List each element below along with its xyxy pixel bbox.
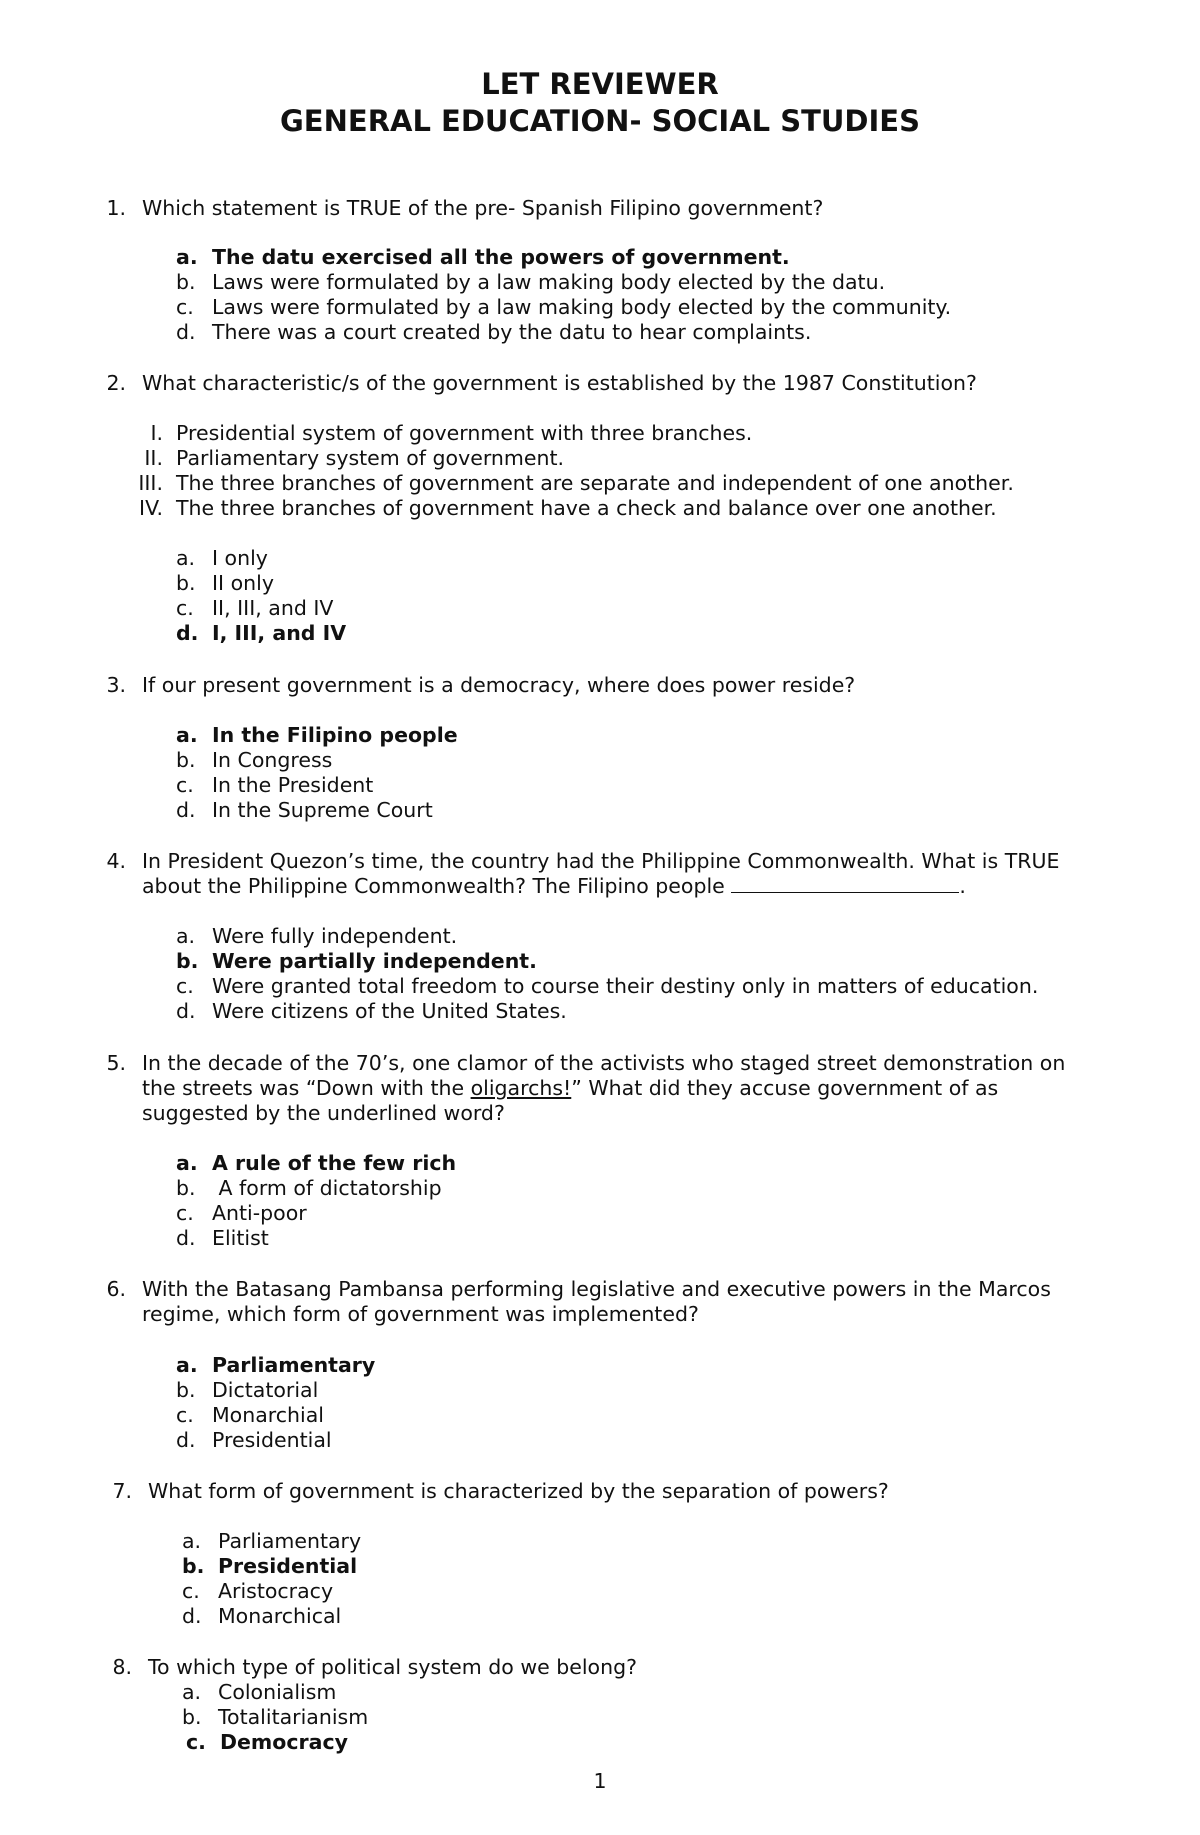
option-text: II only <box>212 571 274 595</box>
option-label: a. <box>182 1529 202 1553</box>
underlined-word: oligarchs! <box>470 1076 572 1100</box>
option-label: b. <box>176 571 196 595</box>
question-stem-line-2 <box>142 1076 998 1101</box>
option-label: b. <box>176 1378 196 1402</box>
option-label: d. <box>176 1428 196 1452</box>
question-number: 8. <box>112 1655 132 1679</box>
option-label: b. <box>176 270 196 294</box>
question-stem-line-1: In President Quezon’s time, the country had the Philippine Commonwealth. What is TRUE <box>142 849 1060 873</box>
option-text: Were citizens of the United States. <box>212 999 567 1023</box>
option-text: Anti-poor <box>212 1201 307 1225</box>
question-stem: To which type of political system do we belong? <box>148 1655 637 1679</box>
option-label: a. <box>176 546 196 570</box>
option-label: d. <box>182 1604 202 1628</box>
option-label: d. <box>176 320 196 344</box>
option-label: a. <box>176 245 198 269</box>
question-number: 2. <box>106 371 126 395</box>
option-text-correct: Were partially independent. <box>212 949 537 973</box>
option-text: Elitist <box>212 1226 269 1250</box>
title-line-1: LET REVIEWER <box>481 67 719 101</box>
option-label: d. <box>176 798 196 822</box>
option-label: d. <box>176 1226 196 1250</box>
option-label: a. <box>182 1680 202 1704</box>
question-stem-text: about the Philippine Commonwealth? The Filipino people <box>142 874 725 898</box>
answer-blank <box>731 874 959 893</box>
option-text: Laws were formulated by a law making body elected by the community. <box>212 295 952 319</box>
question-number: 7. <box>112 1479 132 1503</box>
option-label: d. <box>176 621 199 645</box>
option-label: c. <box>186 1730 206 1754</box>
statement-label: III. <box>138 471 163 495</box>
question-stem-text: the streets was “Down with the <box>142 1076 471 1100</box>
question-stem: What form of government is characterized by the separation of powers? <box>148 1479 889 1503</box>
option-text-correct: A rule of the few rich <box>212 1151 457 1175</box>
option-text-correct: Presidential <box>218 1554 358 1578</box>
question-number: 6. <box>106 1277 126 1301</box>
statement-label: II. <box>144 446 163 470</box>
option-text: Monarchial <box>212 1403 324 1427</box>
option-text: Monarchical <box>218 1604 342 1628</box>
option-text-correct: I, III, and IV <box>212 621 347 645</box>
option-text-correct: Parliamentary <box>212 1353 376 1377</box>
question-number: 4. <box>106 849 126 873</box>
title-line-2: GENERAL EDUCATION- SOCIAL STUDIES <box>280 104 920 138</box>
statement-text: Parliamentary system of government. <box>176 446 565 470</box>
option-text: A form of dictatorship <box>212 1176 442 1200</box>
question-stem-end: . <box>959 874 966 898</box>
option-label: b. <box>176 949 199 973</box>
option-text: There was a court created by the datu to hear complaints. <box>212 320 812 344</box>
question-stem-line-2: regime, which form of government was implemented? <box>142 1302 699 1326</box>
option-label: c. <box>176 773 194 797</box>
statement-label: I. <box>150 421 163 445</box>
option-text-correct: The datu exercised all the powers of government. <box>212 245 790 269</box>
option-text: Colonialism <box>218 1680 337 1704</box>
option-text: I only <box>212 546 268 570</box>
option-label: c. <box>176 596 194 620</box>
option-text: Aristocracy <box>218 1579 334 1603</box>
option-label: a. <box>176 1353 198 1377</box>
option-label: c. <box>182 1579 200 1603</box>
option-label: b. <box>182 1554 205 1578</box>
option-label: c. <box>176 295 194 319</box>
option-label: b. <box>176 748 196 772</box>
question-stem-line-2 <box>142 874 966 899</box>
option-label: a. <box>176 1151 198 1175</box>
option-label: a. <box>176 723 198 747</box>
option-text: Were granted total freedom to course their destiny only in matters of education. <box>212 974 1039 998</box>
option-text: In Congress <box>212 748 333 772</box>
option-label: c. <box>176 1201 194 1225</box>
option-text: II, III, and IV <box>212 596 334 620</box>
option-text: Were fully independent. <box>212 924 458 948</box>
page-number: 1 <box>593 1769 607 1793</box>
question-stem: If our present government is a democracy, where does power reside? <box>142 673 856 697</box>
option-text: Laws were formulated by a law making body elected by the datu. <box>212 270 886 294</box>
statement-text: Presidential system of government with three branches. <box>176 421 753 445</box>
option-text: Presidential <box>212 1428 332 1452</box>
option-label: a. <box>176 924 196 948</box>
question-stem-line-1: In the decade of the 70’s, one clamor of the activists who staged street demonstration on <box>142 1051 1066 1075</box>
question-number: 5. <box>106 1051 126 1075</box>
option-text-correct: In the Filipino people <box>212 723 458 747</box>
option-text: In the Supreme Court <box>212 798 433 822</box>
question-stem-line-1: With the Batasang Pambansa performing legislative and executive powers in the Marcos <box>142 1277 1051 1301</box>
question-number: 3. <box>106 673 126 697</box>
statement-label: IV. <box>139 496 163 520</box>
option-text: Totalitarianism <box>218 1705 369 1729</box>
question-stem: What characteristic/s of the government is established by the 1987 Constitution? <box>142 371 977 395</box>
question-number: 1. <box>106 196 126 220</box>
option-text: Parliamentary <box>218 1529 362 1553</box>
option-text-correct: Democracy <box>220 1730 348 1754</box>
statement-text: The three branches of government are separate and independent of one another. <box>176 471 1014 495</box>
question-stem-text: ” What did they accuse government of as <box>571 1076 999 1100</box>
question-stem: Which statement is TRUE of the pre- Spanish Filipino government? <box>142 196 824 220</box>
option-label: b. <box>176 1176 196 1200</box>
question-stem-line-3: suggested by the underlined word? <box>142 1101 505 1125</box>
statement-text: The three branches of government have a check and balance over one another. <box>176 496 997 520</box>
option-label: c. <box>176 1403 194 1427</box>
option-label: d. <box>176 999 196 1023</box>
option-label: b. <box>182 1705 202 1729</box>
option-text: Dictatorial <box>212 1378 319 1402</box>
option-text: In the President <box>212 773 374 797</box>
option-label: c. <box>176 974 194 998</box>
